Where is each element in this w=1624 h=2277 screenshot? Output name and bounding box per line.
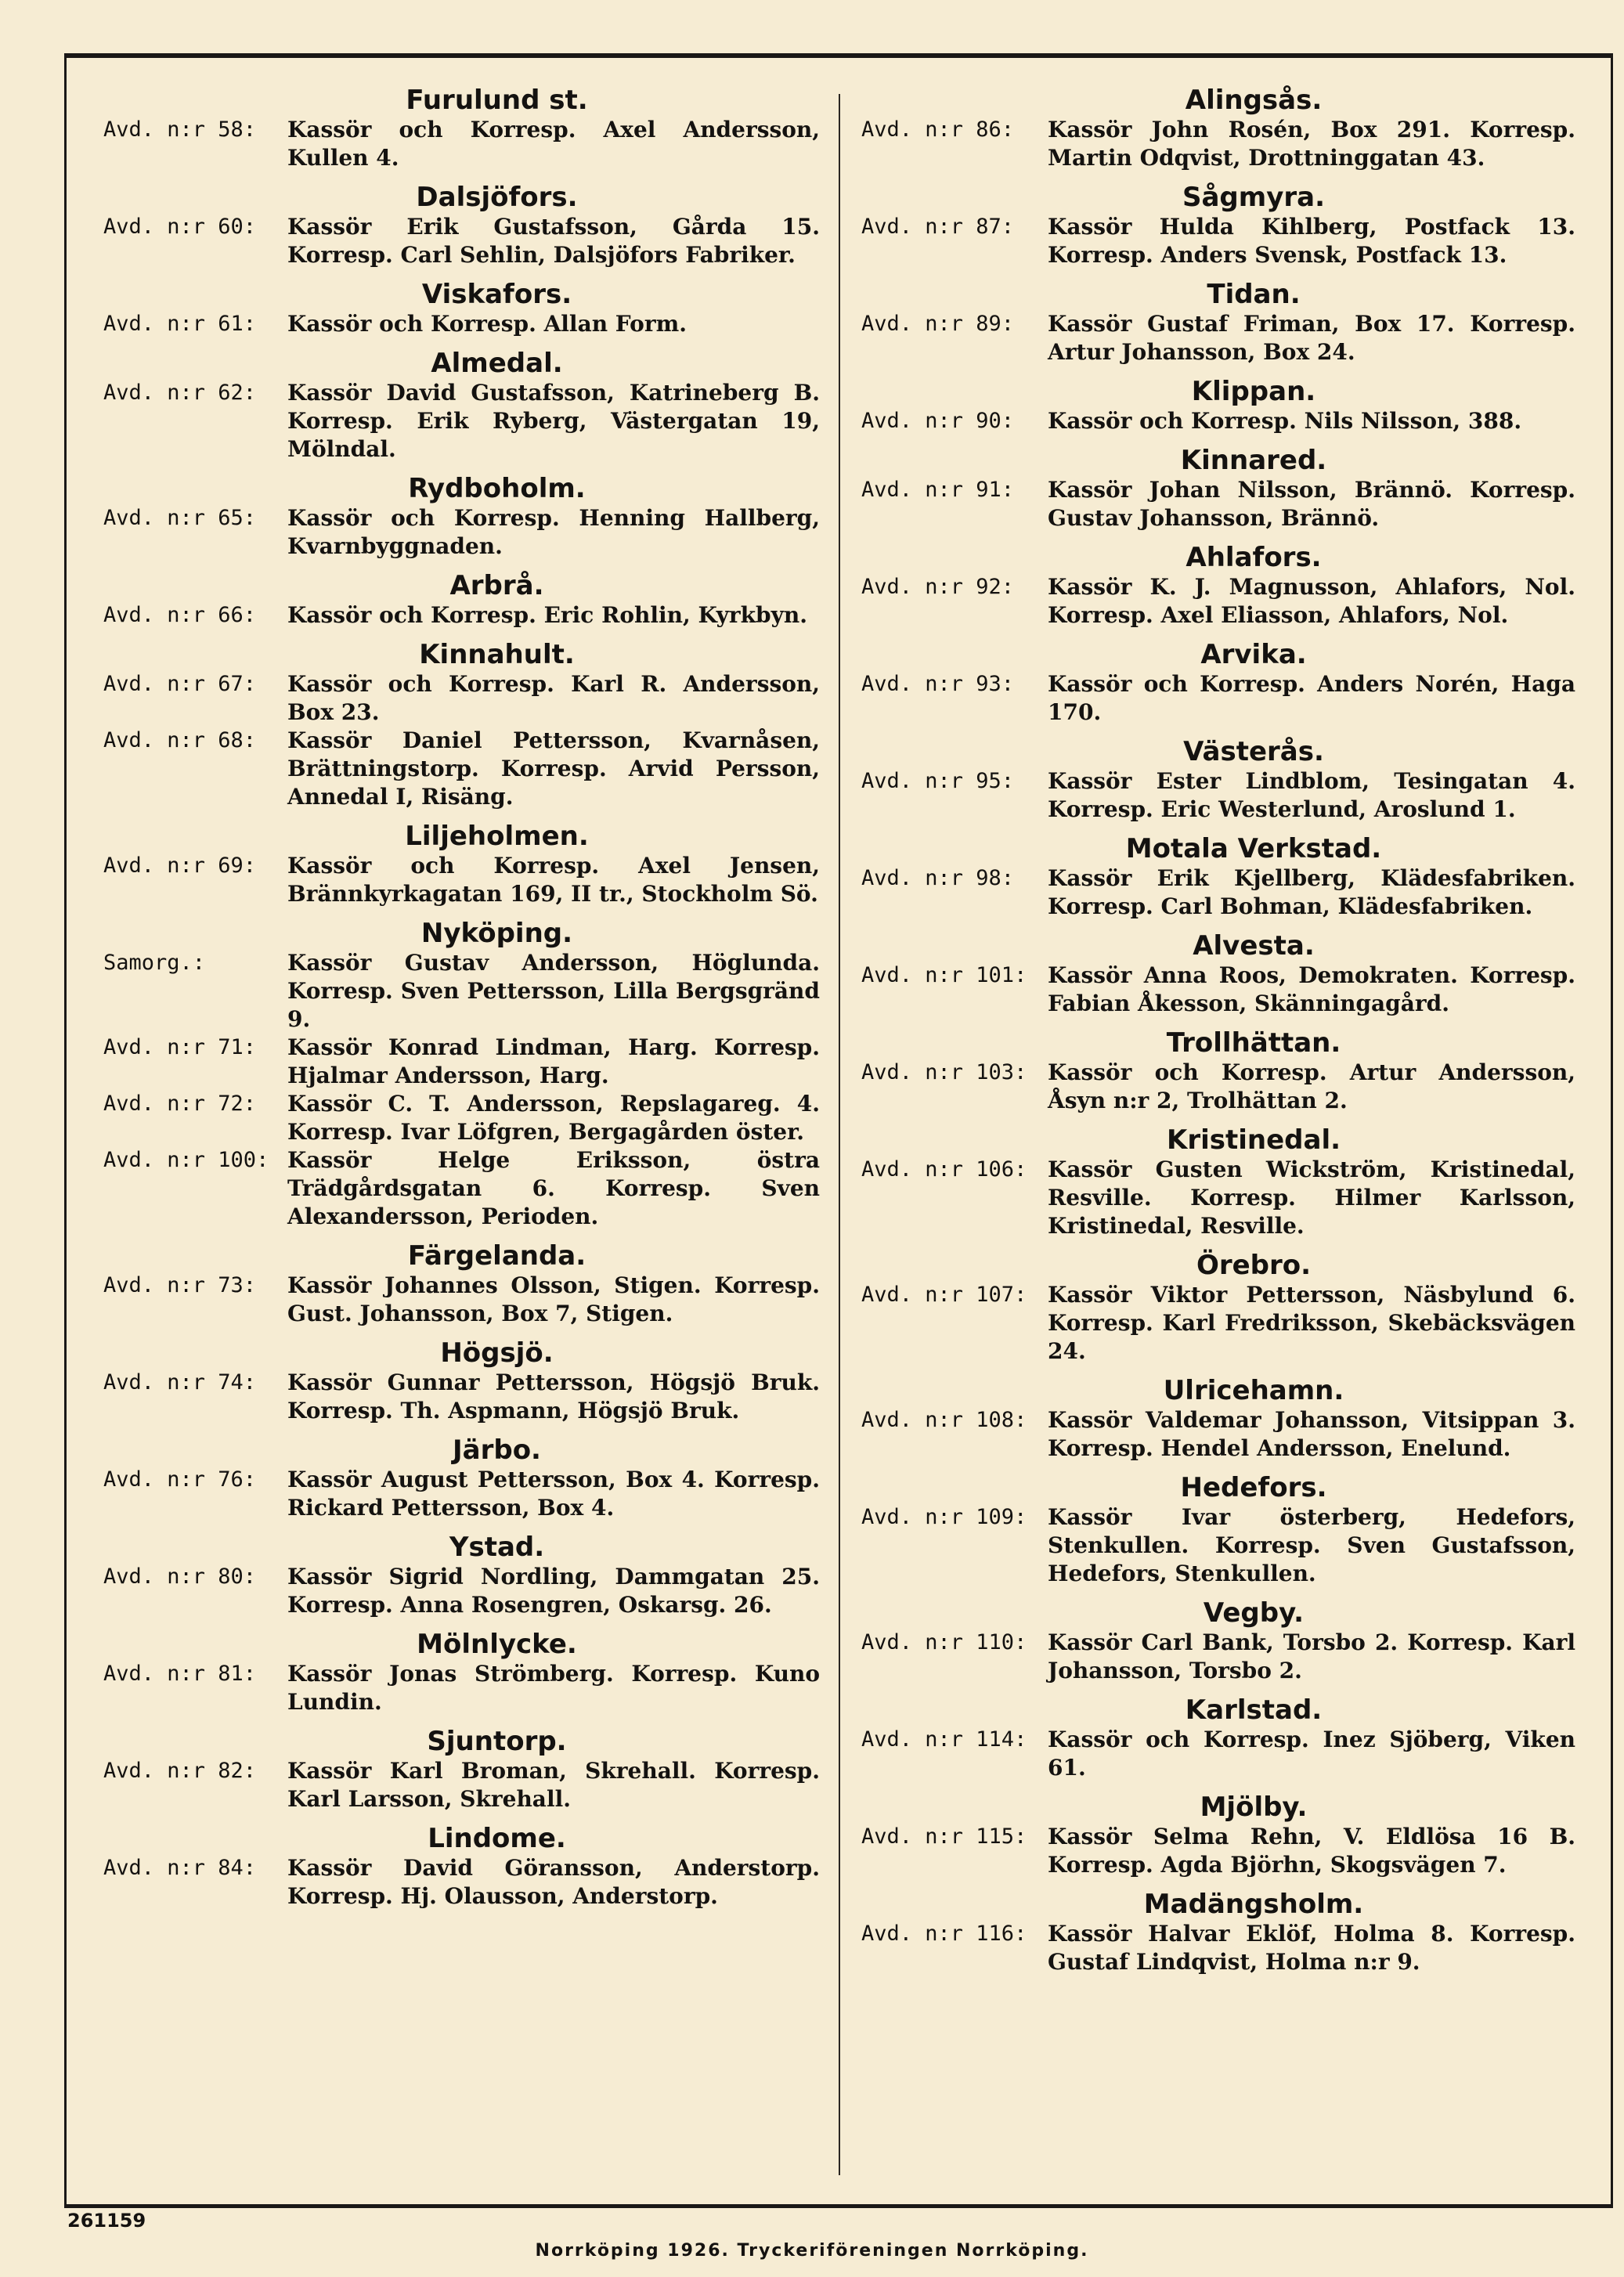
branch-number: Avd. n:r 60: <box>103 215 257 239</box>
directory-section <box>861 1375 1575 1463</box>
town-heading: Dalsjöfors. <box>416 182 578 213</box>
branch-entry <box>103 379 820 464</box>
branch-number: Avd. n:r 87: <box>861 215 1015 239</box>
town-heading: Järbo. <box>453 1434 541 1466</box>
branch-entry <box>103 1034 820 1090</box>
branch-number: Avd. n:r 109: <box>861 1505 1027 1529</box>
branch-number: Avd. n:r 110: <box>861 1630 1027 1655</box>
directory-section <box>103 1629 820 1716</box>
town-heading: Västerås. <box>1183 736 1324 767</box>
branch-contacts: Kassör och Korresp. Nils Nilsson, 388. <box>1048 408 1522 434</box>
town-heading: Furulund st. <box>406 85 588 116</box>
branch-entry <box>103 1146 820 1231</box>
branch-entry <box>861 670 1575 727</box>
branch-contacts: Kassör och Korresp. Axel Andersson, Kullen 4. <box>287 117 820 171</box>
branch-number: Avd. n:r 86: <box>861 117 1015 142</box>
branch-number: Samorg.: <box>103 951 206 975</box>
branch-contacts: Kassör C. T. Andersson, Repslagareg. 4. Korresp. Ivar Löfgren, Bergagården öster. <box>287 1091 820 1145</box>
branch-number: Avd. n:r 71: <box>103 1035 257 1059</box>
branch-contacts: Kassör Helge Eriksson, östra Trädgårdsgatan 6. Korresp. Sven Alexandersson, Perioden. <box>287 1147 820 1229</box>
directory-section <box>103 1337 820 1425</box>
town-heading: Alvesta. <box>1193 930 1315 962</box>
branch-number: Avd. n:r 74: <box>103 1370 257 1395</box>
branch-entry <box>103 1563 820 1619</box>
branch-contacts: Kassör Carl Bank, Torsbo 2. Korresp. Karl Johansson, Torsbo 2. <box>1048 1629 1575 1683</box>
directory-section <box>861 1889 1575 1976</box>
branch-contacts: Kassör och Korresp. Anders Norén, Haga 170. <box>1048 671 1575 725</box>
branch-entry <box>861 1629 1575 1685</box>
branch-contacts: Kassör Konrad Lindman, Harg. Korresp. Hjalmar Andersson, Harg. <box>287 1034 820 1088</box>
directory-section <box>103 348 820 464</box>
branch-contacts: Kassör John Rosén, Box 291. Korresp. Martin Odqvist, Drottninggatan 43. <box>1048 117 1575 171</box>
town-heading: Alingsås. <box>1185 85 1323 116</box>
branch-entry <box>103 727 820 811</box>
town-heading: Viskafors. <box>421 279 572 310</box>
directory-section <box>103 473 820 561</box>
town-heading: Kinnahult. <box>419 639 575 670</box>
branch-contacts: Kassör Gustaf Friman, Box 17. Korresp. Artur Johansson, Box 24. <box>1048 311 1575 365</box>
directory-section <box>861 1694 1575 1782</box>
directory-section <box>103 182 820 269</box>
branch-contacts: Kassör Jonas Strömberg. Korresp. Kuno Lundin. <box>287 1661 820 1715</box>
branch-number: Avd. n:r 103: <box>861 1060 1027 1084</box>
branch-contacts: Kassör Karl Broman, Skrehall. Korresp. Karl Larsson, Skrehall. <box>287 1758 820 1812</box>
town-heading: Tidan. <box>1207 279 1301 310</box>
directory-section <box>861 1597 1575 1685</box>
branch-entry <box>861 573 1575 630</box>
branch-contacts: Kassör och Korresp. Henning Hallberg, Kvarnbyggnaden. <box>287 505 820 559</box>
directory-section <box>103 1434 820 1522</box>
branch-contacts: Kassör och Korresp. Allan Form. <box>287 311 687 337</box>
branch-entry <box>861 310 1575 366</box>
branch-entry <box>103 116 820 172</box>
branch-entry <box>861 213 1575 269</box>
branch-number: Avd. n:r 100: <box>103 1148 269 1172</box>
directory-section <box>103 918 820 1231</box>
town-heading: Vegby. <box>1203 1597 1305 1629</box>
directory-section <box>861 445 1575 532</box>
branch-entry <box>103 504 820 561</box>
branch-entry <box>103 1369 820 1425</box>
branch-entry <box>861 116 1575 172</box>
town-heading: Högsjö. <box>440 1337 554 1369</box>
directory-section <box>103 1532 820 1619</box>
column-divider <box>839 94 840 2175</box>
branch-contacts: Kassör Ivar österberg, Hedefors, Stenkullen. Korresp. Sven Gustafsson, Hedefors, Stenkullen. <box>1048 1504 1575 1586</box>
branch-contacts: Kassör David Gustafsson, Katrineberg B. Korresp. Erik Ryberg, Västergatan 19, Mölndal. <box>287 380 820 462</box>
branch-number: Avd. n:r 101: <box>861 963 1027 987</box>
directory-section <box>861 85 1575 172</box>
branch-contacts: Kassör och Korresp. Axel Jensen, Brännkyrkagatan 169, II tr., Stockholm Sö. <box>287 853 820 907</box>
branch-number: Avd. n:r 61: <box>103 312 257 336</box>
branch-number: Avd. n:r 106: <box>861 1157 1027 1182</box>
branch-number: Avd. n:r 108: <box>861 1408 1027 1432</box>
branch-entry <box>861 1059 1575 1115</box>
branch-entry <box>103 601 820 630</box>
branch-number: Avd. n:r 107: <box>861 1283 1027 1307</box>
footer-code: 261159 <box>67 2210 146 2232</box>
directory-section <box>103 1240 820 1328</box>
branch-number: Avd. n:r 62: <box>103 381 257 405</box>
town-heading: Sjuntorp. <box>427 1726 567 1757</box>
branch-contacts: Kassör Erik Kjellberg, Klädesfabriken. Korresp. Carl Bohman, Klädesfabriken. <box>1048 865 1575 919</box>
directory-section <box>103 821 820 908</box>
branch-number: Avd. n:r 81: <box>103 1662 257 1686</box>
directory-section <box>103 279 820 338</box>
branch-entry <box>103 1854 820 1911</box>
branch-number: Avd. n:r 115: <box>861 1824 1027 1849</box>
town-heading: Ystad. <box>449 1532 545 1563</box>
directory-section <box>861 1792 1575 1879</box>
directory-section <box>861 833 1575 921</box>
directory-section <box>103 1823 820 1911</box>
branch-number: Avd. n:r 93: <box>861 672 1015 696</box>
branch-contacts: Kassör August Pettersson, Box 4. Korresp. Rickard Pettersson, Box 4. <box>287 1467 820 1521</box>
town-heading: Kinnared. <box>1180 445 1327 476</box>
branch-number: Avd. n:r 80: <box>103 1564 257 1589</box>
directory-section <box>861 736 1575 824</box>
town-heading: Ulricehamn. <box>1163 1375 1344 1406</box>
branch-number: Avd. n:r 58: <box>103 117 257 142</box>
branch-contacts: Kassör Johannes Olsson, Stigen. Korresp. Gust. Johansson, Box 7, Stigen. <box>287 1272 820 1326</box>
branch-contacts: Kassör Gustav Andersson, Höglunda. Korresp. Sven Pettersson, Lilla Bergsgränd 9. <box>287 950 820 1032</box>
branch-entry <box>103 213 820 269</box>
branch-entry <box>861 1823 1575 1879</box>
branch-number: Avd. n:r 114: <box>861 1727 1027 1752</box>
branch-entry <box>103 1757 820 1813</box>
town-heading: Örebro. <box>1196 1250 1312 1281</box>
branch-number: Avd. n:r 67: <box>103 672 257 696</box>
directory-section <box>861 1027 1575 1115</box>
branch-number: Avd. n:r 84: <box>103 1856 257 1880</box>
branch-entry <box>861 1156 1575 1240</box>
directory-section <box>861 1250 1575 1366</box>
town-heading: Almedal. <box>431 348 563 379</box>
branch-contacts: Kassör Viktor Pettersson, Näsbylund 6. Korresp. Karl Fredriksson, Skebäcksvägen 24. <box>1048 1282 1575 1364</box>
branch-contacts: Kassör och Korresp. Eric Rohlin, Kyrkbyn. <box>287 602 807 628</box>
town-heading: Liljeholmen. <box>405 821 589 852</box>
directory-section <box>861 542 1575 630</box>
branch-entry <box>103 852 820 908</box>
branch-number: Avd. n:r 95: <box>861 769 1015 793</box>
branch-entry <box>861 1406 1575 1463</box>
directory-section <box>861 182 1575 269</box>
branch-entry <box>103 1660 820 1716</box>
branch-contacts: Kassör Daniel Pettersson, Kvarnåsen, Brättningstorp. Korresp. Arvid Persson, Annedal I, Risäng. <box>287 727 820 810</box>
branch-contacts: Kassör Hulda Kihlberg, Postfack 13. Korresp. Anders Svensk, Postfack 13. <box>1048 214 1575 268</box>
branch-number: Avd. n:r 116: <box>861 1922 1027 1946</box>
directory-section <box>861 279 1575 366</box>
branch-entry <box>103 1090 820 1146</box>
town-heading: Motala Verkstad. <box>1125 833 1382 864</box>
branch-contacts: Kassör och Korresp. Inez Sjöberg, Viken 61. <box>1048 1727 1575 1781</box>
branch-contacts: Kassör Ester Lindblom, Tesingatan 4. Korresp. Eric Westerlund, Aroslund 1. <box>1048 768 1575 822</box>
branch-number: Avd. n:r 76: <box>103 1467 257 1492</box>
branch-number: Avd. n:r 69: <box>103 853 257 878</box>
town-heading: Klippan. <box>1191 376 1316 407</box>
town-heading: Färgelanda. <box>407 1240 586 1272</box>
branch-contacts: Kassör Halvar Eklöf, Holma 8. Korresp. Gustaf Lindqvist, Holma n:r 9. <box>1048 1921 1575 1975</box>
branch-number: Avd. n:r 72: <box>103 1092 257 1116</box>
branch-contacts: Kassör och Korresp. Karl R. Andersson, Box 23. <box>287 671 820 725</box>
branch-entry <box>861 1920 1575 1976</box>
town-heading: Lindome. <box>428 1823 566 1854</box>
directory-section <box>861 639 1575 727</box>
branch-entry <box>861 1503 1575 1588</box>
directory-section <box>103 639 820 811</box>
branch-number: Avd. n:r 92: <box>861 575 1015 599</box>
branch-entry <box>861 476 1575 532</box>
left-column <box>103 85 820 1920</box>
branch-contacts: Kassör och Korresp. Artur Andersson, Åsyn n:r 2, Trolhättan 2. <box>1048 1059 1575 1113</box>
branch-contacts: Kassör Gunnar Pettersson, Högsjö Bruk. Korresp. Th. Aspmann, Högsjö Bruk. <box>287 1369 820 1424</box>
branch-entry <box>103 670 820 727</box>
branch-entry <box>103 1272 820 1328</box>
town-heading: Arbrå. <box>449 570 544 601</box>
town-heading: Sågmyra. <box>1182 182 1325 213</box>
directory-section <box>103 570 820 630</box>
branch-contacts: Kassör Anna Roos, Demokraten. Korresp. Fabian Åkesson, Skänningagård. <box>1048 962 1575 1016</box>
branch-contacts: Kassör Gusten Wickström, Kristinedal, Resville. Korresp. Hilmer Karlsson, Kristinedal, Resville. <box>1048 1157 1575 1239</box>
branch-number: Avd. n:r 82: <box>103 1759 257 1783</box>
branch-contacts: Kassör Erik Gustafsson, Gårda 15. Korresp. Carl Sehlin, Dalsjöfors Fabriker. <box>287 214 820 268</box>
branch-contacts: Kassör Johan Nilsson, Brännö. Korresp. Gustav Johansson, Brännö. <box>1048 477 1575 531</box>
town-heading: Hedefors. <box>1180 1472 1327 1503</box>
branch-contacts: Kassör David Göransson, Anderstorp. Korresp. Hj. Olausson, Anderstorp. <box>287 1855 820 1909</box>
branch-contacts: Kassör Valdemar Johansson, Vitsippan 3. Korresp. Hendel Andersson, Enelund. <box>1048 1407 1575 1461</box>
directory-section <box>861 930 1575 1018</box>
branch-number: Avd. n:r 89: <box>861 312 1015 336</box>
town-heading: Trollhättan. <box>1166 1027 1341 1059</box>
branch-entry <box>103 1466 820 1522</box>
right-column <box>861 85 1575 1986</box>
town-heading: Madängsholm. <box>1143 1889 1364 1920</box>
town-heading: Rydboholm. <box>408 473 586 504</box>
branch-entry <box>861 407 1575 435</box>
branch-contacts: Kassör Sigrid Nordling, Dammgatan 25. Korresp. Anna Rosengren, Oskarsg. 26. <box>287 1564 820 1618</box>
branch-number: Avd. n:r 91: <box>861 478 1015 502</box>
branch-contacts: Kassör K. J. Magnusson, Ahlafors, Nol. Korresp. Axel Eliasson, Ahlafors, Nol. <box>1048 574 1575 628</box>
branch-number: Avd. n:r 65: <box>103 506 257 530</box>
directory-section <box>861 1472 1575 1588</box>
branch-entry <box>861 1726 1575 1782</box>
footer-printer: Norrköping 1926. Tryckeriföreningen Norrköping. <box>535 2241 1089 2261</box>
branch-entry <box>103 310 820 338</box>
branch-number: Avd. n:r 66: <box>103 603 257 627</box>
town-heading: Kristinedal. <box>1166 1124 1341 1156</box>
town-heading: Mjölby. <box>1200 1792 1308 1823</box>
town-heading: Ahlafors. <box>1186 542 1322 573</box>
directory-section <box>103 85 820 172</box>
branch-number: Avd. n:r 90: <box>861 409 1015 433</box>
directory-section <box>861 1124 1575 1240</box>
branch-entry <box>861 1281 1575 1366</box>
branch-entry <box>861 962 1575 1018</box>
directory-section <box>103 1726 820 1813</box>
branch-number: Avd. n:r 68: <box>103 728 257 752</box>
branch-entry <box>861 767 1575 824</box>
town-heading: Nyköping. <box>420 918 573 949</box>
branch-entry <box>861 864 1575 921</box>
branch-contacts: Kassör Selma Rehn, V. Eldlösa 16 B. Korresp. Agda Björhn, Skogsvägen 7. <box>1048 1824 1575 1878</box>
branch-number: Avd. n:r 98: <box>861 866 1015 890</box>
town-heading: Arvika. <box>1200 639 1307 670</box>
town-heading: Mölnlycke. <box>417 1629 577 1660</box>
town-heading: Karlstad. <box>1185 1694 1323 1726</box>
branch-entry <box>103 949 820 1034</box>
directory-section <box>861 376 1575 435</box>
branch-number: Avd. n:r 73: <box>103 1273 257 1297</box>
